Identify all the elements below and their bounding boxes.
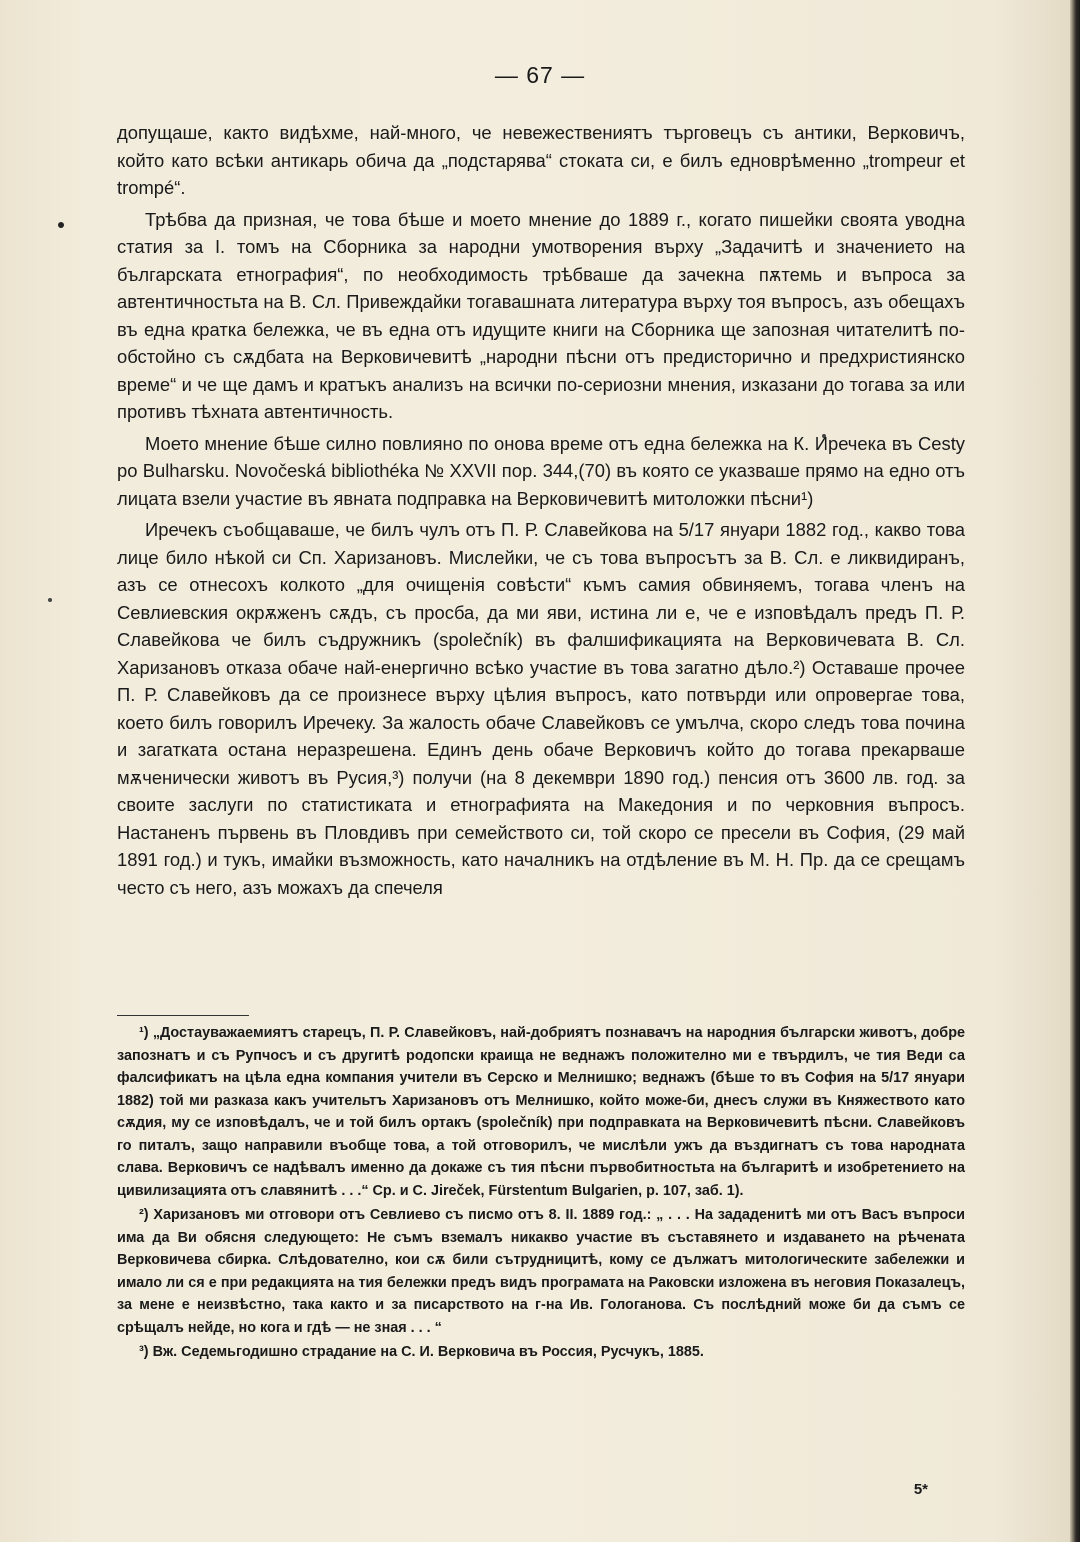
footnotes xyxy=(117,1022,965,1364)
footnote-separator xyxy=(117,1015,249,1016)
footnote: ¹) „Достауважаемиятъ старецъ, П. Р. Славейковъ, най-добриятъ познавачъ на народния български животъ, добре запознатъ и съ Рупчосъ и съ другитѣ родопски краища не веднажъ положително ми е твърдилъ, че тия Веди са фалсификатъ на цѣла една компания учители въ Серско и Мелнишко; веднажъ (бѣше то въ София на 5/17 януари 1882) той ми разказа какъ учительтъ Харизановъ отъ Мелнишко, който може-би, днесъ служи въ Княжеството като сѫдия, му се изповѣдалъ, че и той билъ ортакъ (společník) при подправката на Верковичевитѣ пѣсни. Славейковъ го питалъ, защо направили въобще това, а той отговорилъ, че мислѣли ужъ да въздигнатъ съ това народната слава. Верковичъ се надѣвалъ именно да докаже съ тия пѣсни първобитностьта на българитѣ и изобретението на цивилизацията отъ славянитѣ . . .“ Ср. и C. Jireček, Fürstentum Bulgarien, p. 107, заб. 1). xyxy=(117,1025,965,1199)
paragraph: Иречекъ съобщаваше, че билъ чулъ отъ П. Р. Славейкова на 5/17 януари 1882 год., какво това лице било нѣкой си Сп. Харизановъ. Мислейки, че съ това въпросътъ за В. Сл. е ликвидиранъ, азъ се отнесохъ колкото „для очищенія совѣсти“ къмъ самия обвиняемъ, тогава членъ на Севлиевския окрѫженъ сѫдъ, съ просба, да ми яви, истина ли е, че е изповѣдалъ предъ П. Р. Славейкова че билъ съдружникъ (společník) въ фалшификацията на Верковичевата В. Сл. Харизановъ отказа обаче най-енергично всѣко участие въ това загатно дѣло.²) Оставаше прочее П. Р. Славейковъ да се произнесе върху цѣлия въпросъ, като потвърди или опровергае това, което билъ говорилъ Иречеку. За жалость обаче Славейковъ се умълча, скоро следъ това почина и загатката остана неразрешена. Единъ день обаче Верковичъ който до тогава прекарваше мѫченически животъ въ Русия,³) получи (на 8 декември 1890 год.) пенсия отъ 3600 лв. год. за своите заслуги по статистиката и етнографията на Македония и по черковния въпросъ. Настаненъ първень въ Пловдивъ при семейството си, той скоро се пресели въ София, (29 май 1891 год.) и тукъ, имайки възможность, като началникъ на отдѣление въ М. Н. Пр. да се срещамъ често съ него, азъ можахъ да спечеля xyxy=(117,519,965,898)
margin-mark xyxy=(58,222,64,228)
paragraph: допущаше, както видѣхме, най-много, че невежествениятъ търговецъ съ антики, Верковичъ, който като всѣки антикарь обича да „подстарява“ стоката си, е билъ едноврѣменно „trompeur et trompé“. xyxy=(117,122,965,198)
main-text xyxy=(117,119,965,901)
paragraph: Трѣбва да призная, че това бѣше и моето мнение до 1889 г., когато пишейки своята уводна статия за I. томъ на Сборника за народни умотворения върху „Задачитѣ и значението на българската етнография“, по необходимость трѣбваше да зачекна пѫтемь и въпроса за автентичностьта на В. Сл. Привеждайки тогавашната литература върху тоя въпросъ, азъ обещахъ въ една кратка бележка, че въ една отъ идущите книги на Сборника ще запозная читателитѣ по-обстойно съ сѫдбата на Верковичевитѣ „народни пѣсни отъ предисторично и предхристиянско време“ и че ще дамъ и кратъкъ анализъ на всички по-сериозни мнения, изказани до тогава за или противъ тѣхната автентичность. xyxy=(117,208,965,422)
footnote: ³) Вж. Седемьгодишно страдание на С. И. Верковича въ Россия, Русчукъ, 1885. xyxy=(139,1344,704,1360)
paragraph: Моето мнение бѣше силно повлияно по онова време отъ една бележка на К. Иречека въ Cesty po Bulharsku. Novočeská bibliothéka № XXVII пор. 344,(70) въ която се указваше прямо на едно отъ лицата взели участие въ явната подправка на Верковичевитѣ митоложки пѣсни¹) xyxy=(117,432,965,509)
ink-speck xyxy=(48,598,52,602)
page-number: — 67 — xyxy=(494,62,586,88)
footnote: ²) Харизановъ ми отговори отъ Севлиево съ писмо отъ 8. II. 1889 год.: „ . . . На зададенитѣ ми отъ Васъ въпроси има да Ви обясня следующето: Не съмъ вземалъ никакво участие въ съставянето и издаването на рѣчената Верковичева сбирка. Слѣдователно, кои сѫ били сътрудницитѣ, кому се дължатъ митологическите забележки и имало ли ся е при редакцията на тия бележки предъ видъ програмата на Раковски изложена въ неговия Показалецъ, за мене е неизвѣстно, така както и за писарството на г-на Ив. Гологанова. Съ послѣдний може би да съмъ се срѣщалъ нейде, но кога и гдѣ — не зная . . . “ xyxy=(117,1207,965,1336)
page-edge-shadow xyxy=(1070,0,1080,1542)
signature-mark: 5* xyxy=(913,1481,928,1498)
